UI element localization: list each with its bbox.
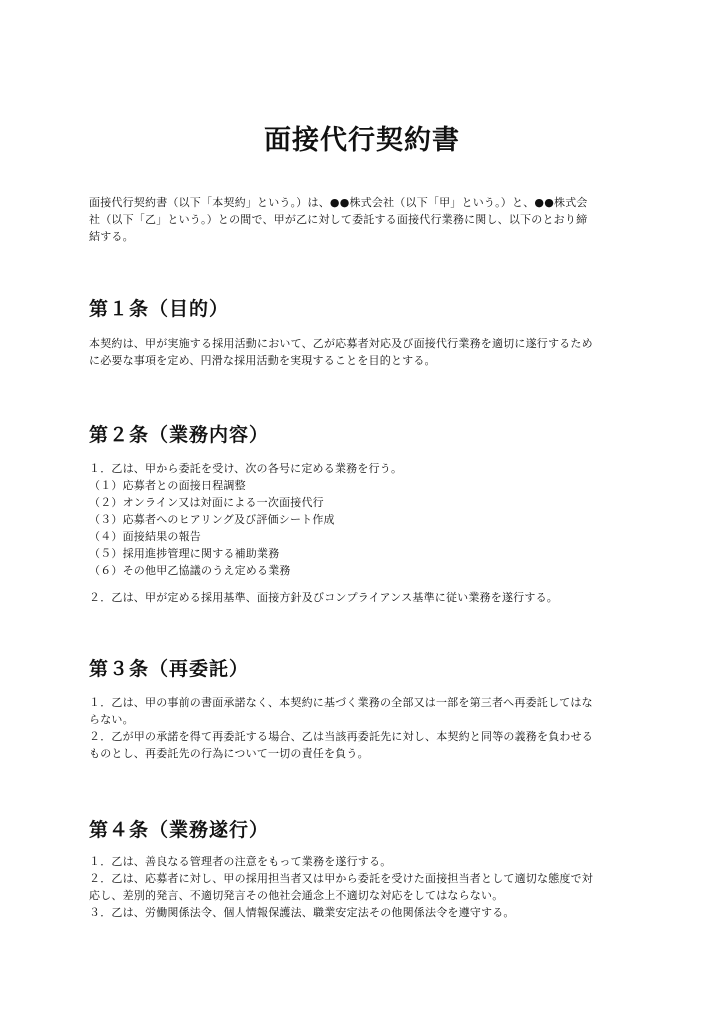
article-2-clause-2-text: ２．乙は、甲が定める採用基準、面接方針及びコンプライアンス基準に従い業務を遂行する。 — [89, 591, 558, 604]
article-1-line: 本契約は、甲が実施する採用活動において、乙が応募者対応及び面接代行業務を適切に遂行するため — [89, 337, 593, 350]
article-2-item: （６）その他甲乙協議のうえ定める業務 — [89, 564, 291, 577]
preamble-line: 社（以下「乙」という。）との間で、甲が乙に対して委託する面接代行業務に関し、以下のとおり締 — [89, 213, 588, 226]
article-4-heading: 第４条（業務遂行） — [89, 819, 270, 841]
document-title: 面接代行契約書 — [264, 125, 460, 156]
article-2-body — [89, 460, 637, 579]
article-2-item: （５）採用進捗管理に関する補助業務 — [89, 547, 280, 560]
article-2-line: １．乙は、甲から委託を受け、次の各号に定める業務を行う。 — [89, 462, 403, 475]
article-1-line: に必要な事項を定め、円滑な採用活動を実現することを目的とする。 — [89, 354, 436, 367]
article-4-line: ２．乙は、応募者に対し、甲の採用担当者又は甲から委託を受けた面接担当者として適切な態度で対 — [89, 872, 593, 885]
preamble-line: 面接代行契約書（以下「本契約」という。）は、●●株式会社（以下「甲」という。）と、●●株式会 — [89, 196, 588, 209]
preamble-line: 結する。 — [89, 230, 134, 243]
article-2-item: （１）応募者との面接日程調整 — [89, 479, 246, 492]
article-4-line: １．乙は、善良なる管理者の注意をもって業務を遂行する。 — [89, 855, 392, 868]
article-2-heading: 第２条（業務内容） — [89, 424, 270, 446]
article-2-item: （３）応募者へのヒアリング及び評価シート作成 — [89, 513, 335, 526]
article-1-body — [89, 335, 637, 369]
article-3-line: ２．乙が甲の承諾を得て再委託する場合、乙は当該再委託先に対し、本契約と同等の義務を負わせる — [89, 730, 593, 743]
article-3-body — [89, 694, 637, 762]
article-3-line: １．乙は、甲の事前の書面承諾なく、本契約に基づく業務の全部又は一部を第三者へ再委託してはな — [89, 696, 593, 709]
article-4-line: ３．乙は、労働関係法令、個人情報保護法、職業安定法その他関係法令を遵守する。 — [89, 906, 515, 919]
preamble-paragraph — [89, 194, 637, 245]
article-3-heading: 第３条（再委託） — [89, 658, 250, 680]
article-4-body — [89, 853, 637, 921]
article-4-line: 応し、差別的発言、不適切発言その他社会通念上不適切な対応をしてはならない。 — [89, 889, 504, 902]
article-2-item: （２）オンライン又は対面による一次面接代行 — [89, 496, 324, 509]
article-3-line: らない。 — [89, 713, 134, 726]
article-1-heading: 第１条（目的） — [89, 298, 230, 320]
article-3-line: ものとし、再委託先の行為について一切の責任を負う。 — [89, 747, 369, 760]
article-2-item: （４）面接結果の報告 — [89, 530, 201, 543]
article-2-clause-2 — [89, 589, 637, 606]
